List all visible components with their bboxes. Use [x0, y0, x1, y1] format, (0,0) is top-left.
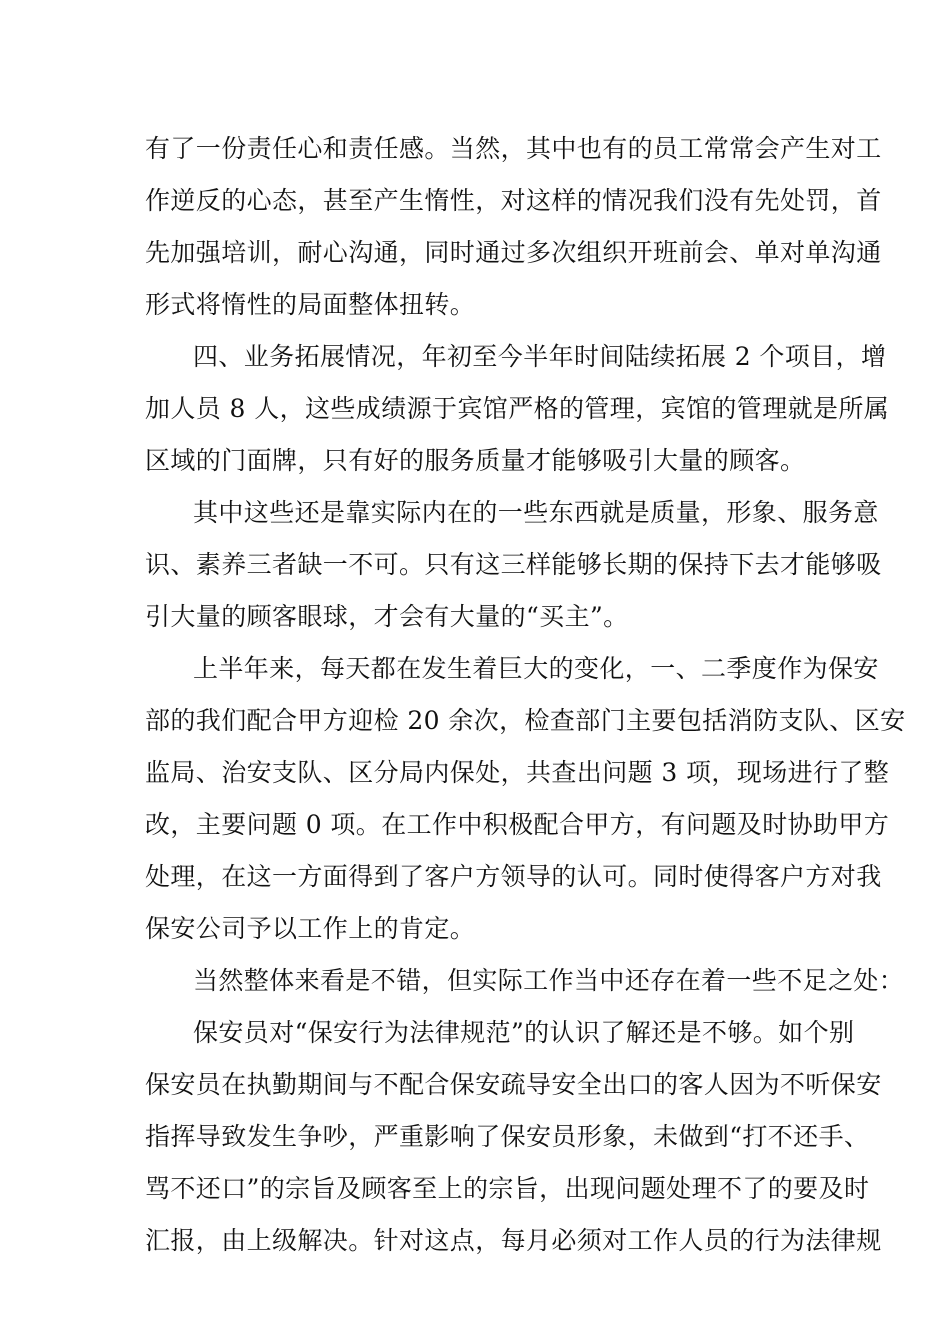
text-line: 保安公司予以工作上的肯定。 [145, 914, 476, 943]
paragraph-start-line: 当然整体来看是不错，但实际工作当中还存在着一些不足之处： [193, 966, 905, 995]
text-line: 处理，在这一方面得到了客户方领导的认可。同时使得客户方对我 [145, 862, 882, 891]
text-line: 作逆反的心态，甚至产生惰性，对这样的情况我们没有先处罚，首 [145, 186, 882, 215]
text-line: 区域的门面牌，只有好的服务质量才能够吸引大量的顾客。 [145, 446, 806, 475]
paragraph-start-line: 其中这些还是靠实际内在的一些东西就是质量，形象、服务意 [193, 498, 879, 527]
text-line: 部的我们配合甲方迎检 20 余次，检查部门主要包括消防支队、区安 [145, 706, 906, 735]
text-line: 改，主要问题 0 项。在工作中积极配合甲方，有问题及时协助甲方 [145, 810, 890, 839]
text-line: 指挥导致发生争吵，严重影响了保安员形象，未做到“打不还手、 [145, 1122, 870, 1151]
text-line: 保安员在执勤期间与不配合保安疏导安全出口的客人因为不听保安 [145, 1070, 882, 1099]
text-line: 识、素养三者缺一不可。只有这三样能够长期的保持下去才能够吸 [145, 550, 882, 579]
text-line: 引大量的顾客眼球，才会有大量的“买主”。 [145, 602, 629, 631]
text-line: 骂不还口”的宗旨及顾客至上的宗旨，出现问题处理不了的要及时 [145, 1174, 870, 1203]
text-line: 形式将惰性的局面整体扭转。 [145, 290, 476, 319]
paragraph-start-line: 上半年来，每天都在发生着巨大的变化，一、二季度作为保安 [193, 654, 879, 683]
text-line: 汇报，由上级解决。针对这点，每月必须对工作人员的行为法律规 [145, 1226, 882, 1255]
paragraph-start-line: 保安员对“保安行为法律规范”的认识了解还是不够。如个别 [193, 1018, 855, 1047]
text-line: 监局、治安支队、区分局内保处，共查出问题 3 项，现场进行了整 [145, 758, 890, 787]
text-line: 有了一份责任心和责任感。当然，其中也有的员工常常会产生对工 [145, 134, 882, 163]
text-line: 先加强培训，耐心沟通，同时通过多次组织开班前会、单对单沟通 [145, 238, 882, 267]
paragraph-start-line: 四、业务拓展情况，年初至今半年时间陆续拓展 2 个项目，增 [193, 342, 887, 371]
text-line: 加人员 8 人，这些成绩源于宾馆严格的管理，宾馆的管理就是所属 [145, 394, 890, 423]
